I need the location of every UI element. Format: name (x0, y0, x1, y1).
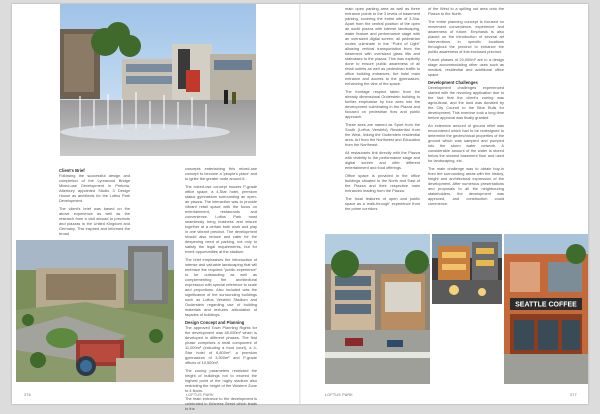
body-paragraph: concepts entertaining this mixed-use concept to become a 'people's place' and to ignite the greater node around it. (185, 166, 257, 181)
body-paragraph: The client's brief was based on the above experience as well as the research from a visit abroad to precincts and piazzas in the United Kingdom and Germany. This inspired and informed the broad (59, 206, 130, 236)
body-paragraph: These axes are named as Sport from the South (Loftus Versfeld) Residential from the West, linking the Ouderstein residential area, Art from the Northwest and Education from the Northeast. (345, 122, 420, 147)
spread-gutter (299, 4, 301, 404)
body-paragraph: main open parking area as well as three entrance points to the 3 levels of basement parking, covering the entire site of 3.3ha. Apart from the central position of the open air sunlit piazza with intense landscaping, water feature and performance stage with an oversized digital screen, all pedestrian routes culminate in the "Point of Light" allowing vertical transportation from the basement with oversized glass lifts and staircases to the piazza. This was explicitly done to ensure public awareness of all retail outlets as well as pedestrian traffic to office building entrances, the hotel main entrance and access to the gymnasium, enhancing the vibe of the space. (345, 6, 420, 86)
left-page-text-col1 (59, 166, 130, 239)
body-paragraph: An extensive amount of ground relief was encountered which had to be redesigned to determine the geotechnical properties of the ground which was sampled and pumped into the storm water network. A considerable amount of the water is stored below the slowest basement floor and used for landscaping, etc. (428, 123, 504, 163)
building-entrance-photo (504, 234, 588, 384)
body-paragraph: The mixed-use concept houses P-grade office space, a 4-Star hotel, premium status gymnasium surrounding an open-air piazza. The interaction was to provide vibrant retail space with the focus on entertainment, restaurants and convenience. Loftus Park must seamlessly bring business and leisure together at a certain both work and play in one vibrant precinct. The development should also reduce and cater for the deepening need of parking, not only to satisfy the legal requirements, but for event opportunities at the stadium. (185, 184, 257, 254)
body-paragraph: All restaurants link directly with the Piazza with visibility to the performance stage and digital screen and offer different entertainment and food offerings. (345, 150, 420, 170)
body-paragraph: The brief emphasises the introduction of intense and valuable landscaping that will embrace the required "public experience" to be outstanding as well as complementing the architectural expression with special reference to scale and proportions. Also included was the significance of the surrounding buildings such as Loftus Versfeld Stadium and Ouderstein regarding use of building materials and textures articulation of façades of buildings. (185, 257, 258, 317)
body-paragraph: The main challenge was to obtain buy-in from the surrounding areas with the history, height and architectural expression of the development. After numerous presentations and proposals to all the neighbouring stakeholders, the development was approved, and construction could commence. (428, 166, 504, 206)
body-paragraph: The main entrance to the development is celebrated in Kirkness Street which leads to the (185, 396, 257, 411)
page-number-left: 376 (24, 393, 31, 397)
section-heading: Client's Brief (59, 168, 85, 173)
right-page-text-col2 (428, 6, 504, 209)
section-heading: Development Challenges (428, 80, 478, 85)
body-paragraph: of the West to a spilling out area onto the Piazza to the North. (428, 6, 504, 16)
section-heading: Design Concept and Planning (185, 320, 245, 325)
body-paragraph: The frontage respect taken from the already dimensional Ouderstein building to further emphasise by four axes into the development culminating in the Piazza and focused on pedestrian flow and public approach. (345, 89, 420, 119)
running-title-left: LOFTUS PARK (186, 393, 214, 397)
right-page-text-col1 (345, 6, 420, 214)
plaza-night-photo (432, 234, 502, 304)
street-view-photo (325, 234, 430, 384)
aerial-view-photo (16, 240, 174, 382)
body-paragraph: The zoning parameters restricted the height of buildings not to exceed the highest point of the rugby stadium also restricting the height of the Western Zone to 4 floors. (185, 368, 257, 393)
piazza-fountain-photo (60, 4, 256, 156)
body-paragraph: Development challenges experienced started with the rezoning application due to the fact that the client's zoning was agricultural, and the land was donated by the City Council to the Blue Bulls for development. This exercise took a long time before approval was finally granted. (428, 85, 504, 120)
running-title-right: LOFTUS PARK (325, 393, 353, 397)
body-paragraph: Future phases of 20,000m² are in a design stage accommodating other uses such as medical, residential and additional office space. (428, 57, 504, 77)
magazine-spread (12, 4, 588, 411)
body-paragraph: Office space is provided in the office buildings situated to the North and East of the Piazza and their respective main entrances leading from the Piazza. (345, 173, 420, 193)
body-paragraph: The entire planning concept is focused on movement convenience, experience and awareness of future. Emphasis is also placed on the introduction of several art interventions in specific locations throughout the precinct to enhance the public awareness of this enclosed precinct. (428, 19, 504, 54)
left-page-text-col2 (185, 166, 257, 414)
body-paragraph: The focal features of open and public space as a 'walk-through' experience from the prime corridors (345, 196, 420, 211)
body-paragraph: The approved Town Planning Rights for the development was 48,000m² which is developed in different phases. The first phase comprises a retail component of 11,000m² (including a food court), a 4-Star hotel of 6,800m², a premium gymnasium of 3,500m² and P-grade offices of 10,500m². (185, 325, 257, 365)
cafe-sign-text: SEATTLE COFFEE (515, 301, 577, 309)
page-number-right: 377 (570, 393, 577, 397)
body-paragraph: Following the successful design and completion of the Lynnwood Bridge Mixed-use Development in Pretoria, Atterbury appointed Studio 3 Design House as architects for the Loftus Park Development. (59, 173, 130, 203)
